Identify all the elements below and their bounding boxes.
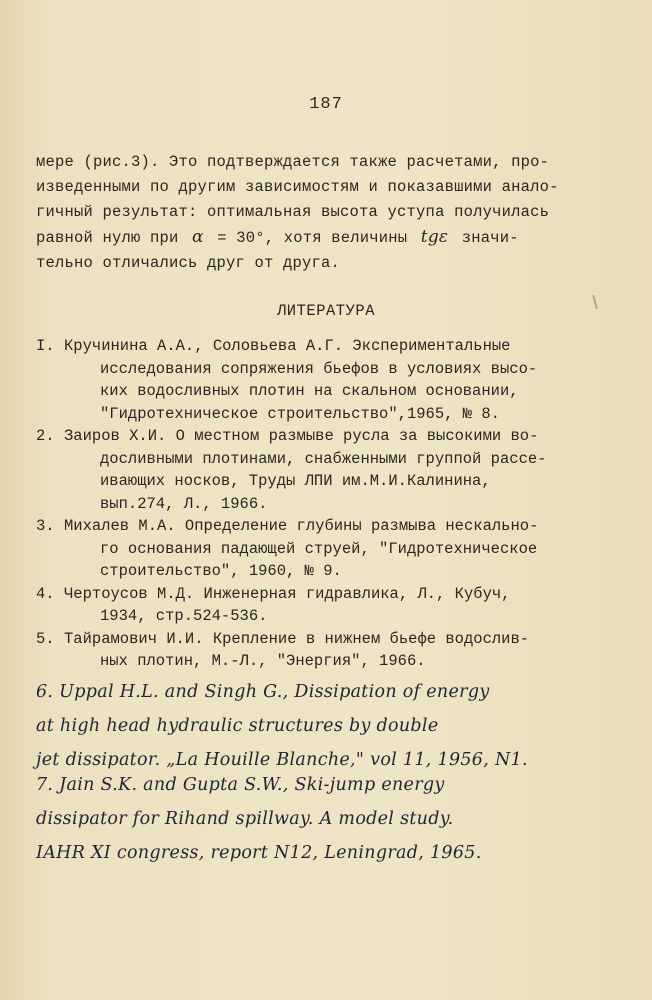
- reference-text: "Гидротехническое строительство",1965, № 8.: [100, 404, 500, 423]
- reference-item: [36, 335, 616, 425]
- reference-text: Михалев М.А. Определение глубины размыва нескально-: [64, 517, 539, 535]
- handwritten-line: IAHR XI congress, report N12, Leningrad, 1965.: [36, 843, 482, 863]
- paragraph-line: изведенными по другим зависимостям и показавшими анало-: [36, 178, 559, 196]
- reference-text: вып.274, Л., 1966.: [100, 494, 268, 513]
- handwritten-line: at high head hydraulic structures by double: [36, 716, 439, 736]
- handwritten-tg-symbol: tgε: [420, 227, 449, 247]
- reference-text: строительство", 1960, № 9.: [100, 562, 342, 580]
- reference-item: [36, 515, 616, 583]
- reference-item: [36, 583, 616, 628]
- handwritten-line: 7. Jain S.K. and Gupta S.W., Ski-jump energy: [36, 775, 445, 795]
- handwritten-reference: [36, 768, 626, 870]
- paragraph-line: тельно отличались друг от друга.: [36, 254, 341, 272]
- reference-number: I.: [36, 337, 55, 355]
- page-number: 187: [309, 95, 343, 114]
- reference-text: ивающих носков, Труды ЛПИ им.М.И.Калинина,: [100, 472, 491, 490]
- reference-number: 3.: [36, 517, 55, 535]
- reference-text: Тайрамович И.И. Крепление в нижнем бьефе водослив-: [64, 629, 530, 648]
- handwritten-alpha-symbol: α: [192, 227, 204, 247]
- reference-item: [36, 628, 616, 673]
- reference-text: досливными плотинами, снабженными группой рассе-: [100, 449, 547, 468]
- reference-text: исследования сопряжения бьефов в условиях высо-: [100, 359, 538, 378]
- paragraph-text: равной нулю при: [36, 229, 179, 247]
- body-paragraph: [36, 150, 616, 276]
- paragraph-text: значи-: [461, 229, 519, 247]
- handwritten-line: 6. Uppal H.L. and Singh G., Dissipation of energy: [36, 682, 490, 702]
- handwritten-reference: [36, 675, 626, 777]
- references-heading: ЛИТЕРАТУРА: [276, 302, 375, 320]
- paragraph-line: гичный результат: оптимальная высота уступа получилась: [36, 203, 550, 221]
- reference-text: го основания падающей струей, "Гидротехническое: [100, 539, 538, 558]
- reference-text: Заиров Х.И. О местном размыве русла за высокими во-: [64, 427, 539, 445]
- paragraph-text: = 30°, хотя величины: [217, 229, 408, 247]
- reference-number: 5.: [36, 629, 55, 648]
- reference-text: ких водосливных плотин на скальном основании,: [100, 382, 519, 400]
- reference-number: 4.: [36, 584, 55, 603]
- handwritten-line: dissipator for Rihand spillway. A model study.: [36, 809, 454, 829]
- handwritten-line: jet dissipator. „La Houille Blanche," vol 11, 1956, N1.: [36, 750, 528, 770]
- paragraph-line: мере (рис.3). Это подтверждается также расчетами, про-: [36, 153, 550, 171]
- reference-text: Кручинина А.А., Соловьева А.Г. Экспериментальные: [64, 337, 511, 355]
- reference-item: [36, 425, 616, 515]
- reference-text: 1934, стр.524-536.: [100, 607, 268, 625]
- references-list: [36, 335, 616, 673]
- reference-text: ных плотин, М.-Л., "Энергия", 1966.: [100, 652, 426, 670]
- reference-text: Чертоусов М.Д. Инженерная гидравлика, Л., Кубуч,: [64, 584, 511, 603]
- paragraph-line-with-symbols: [36, 225, 616, 251]
- reference-number: 2.: [36, 427, 55, 445]
